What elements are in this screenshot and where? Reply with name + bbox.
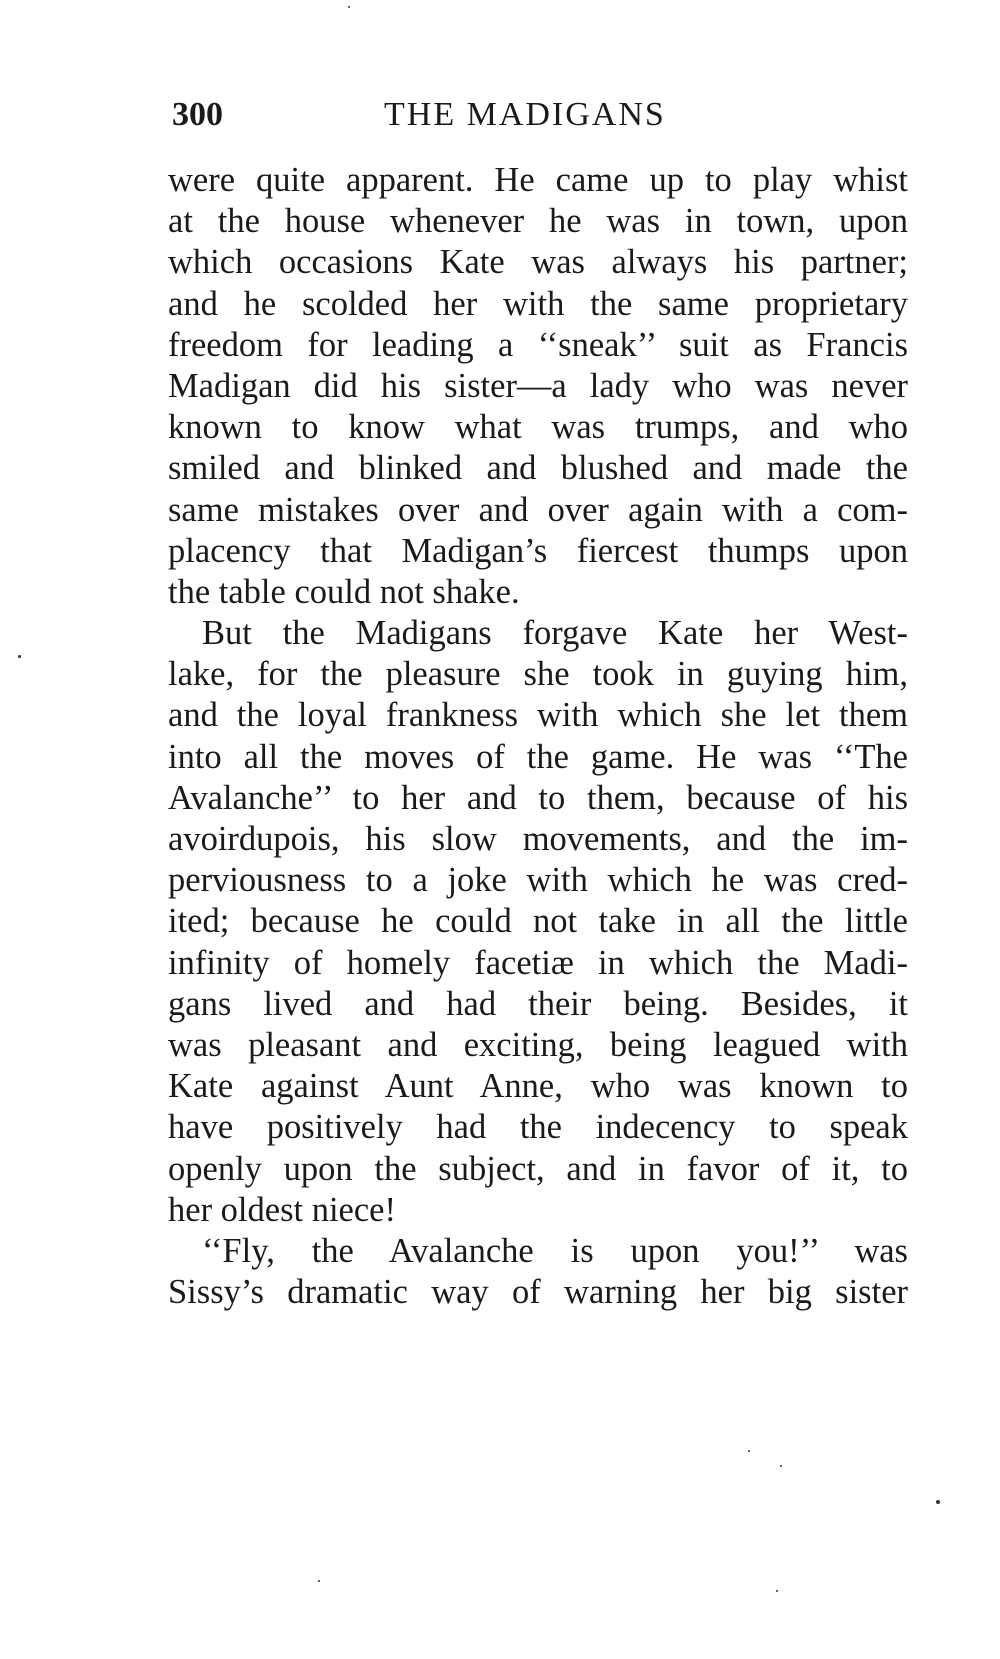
text-line: smiled and blinked and blushed and made the (168, 449, 908, 488)
text-line: lake, for the pleasure she took in guying him, (168, 655, 908, 694)
text-line: Sissy’s dramatic way of warning her big sister (168, 1273, 908, 1312)
paper-speck (936, 1500, 940, 1504)
text-line: Madigan did his sister—a lady who was never (168, 366, 908, 405)
text-line: ited; because he could not take in all the little (168, 902, 908, 941)
paper-speck (348, 6, 350, 8)
text-line: the table could not shake. (168, 572, 520, 611)
text-line: same mistakes over and over again with a com- (168, 490, 908, 529)
paper-speck (18, 655, 21, 658)
paper-speck (748, 1450, 750, 1452)
paper-speck (780, 1465, 782, 1467)
text-line: gans lived and had their being. Besides, it (168, 984, 908, 1023)
text-line: her oldest niece! (168, 1190, 396, 1229)
text-line: which occasions Kate was always his partner; (168, 243, 908, 282)
text-line: placency that Madigan’s fiercest thumps upon (168, 531, 908, 570)
text-line: avoirdupois, his slow movements, and the im- (168, 820, 908, 858)
text-line: ‘‘Fly, the Avalanche is upon you!’’ was (202, 1231, 908, 1270)
text-line: openly upon the subject, and in favor of it, to (168, 1149, 908, 1188)
text-line: perviousness to a joke with which he was cred- (168, 861, 908, 900)
text-line: known to know what was trumps, and who (168, 408, 908, 447)
text-line: at the house whenever he was in town, upon (168, 202, 908, 241)
text-line: were quite apparent. He came up to play whist (168, 161, 908, 199)
text-line: Kate against Aunt Anne, who was known to (168, 1067, 908, 1106)
page-number: 300 (172, 96, 223, 133)
text-line: was pleasant and exciting, being leagued with (168, 1025, 908, 1064)
text-line: into all the moves of the game. He was ‘‘The (168, 737, 908, 776)
running-head: THE MADIGANS (384, 96, 666, 133)
paper-speck (776, 1590, 778, 1592)
page-header (172, 96, 908, 146)
text-line: Avalanche’’ to her and to them, because of his (168, 778, 908, 817)
text-line: infinity of homely facetiæ in which the Madi- (168, 943, 908, 982)
text-line: and he scolded her with the same proprietary (168, 284, 908, 323)
text-line: But the Madigans forgave Kate her West- (202, 614, 908, 653)
text-line: have positively had the indecency to speak (168, 1108, 908, 1147)
text-line: freedom for leading a ‘‘sneak’’ suit as Francis (168, 325, 908, 364)
body-text (168, 160, 908, 1313)
paper-speck (318, 1580, 320, 1582)
text-line: and the loyal frankness with which she let them (168, 696, 908, 735)
